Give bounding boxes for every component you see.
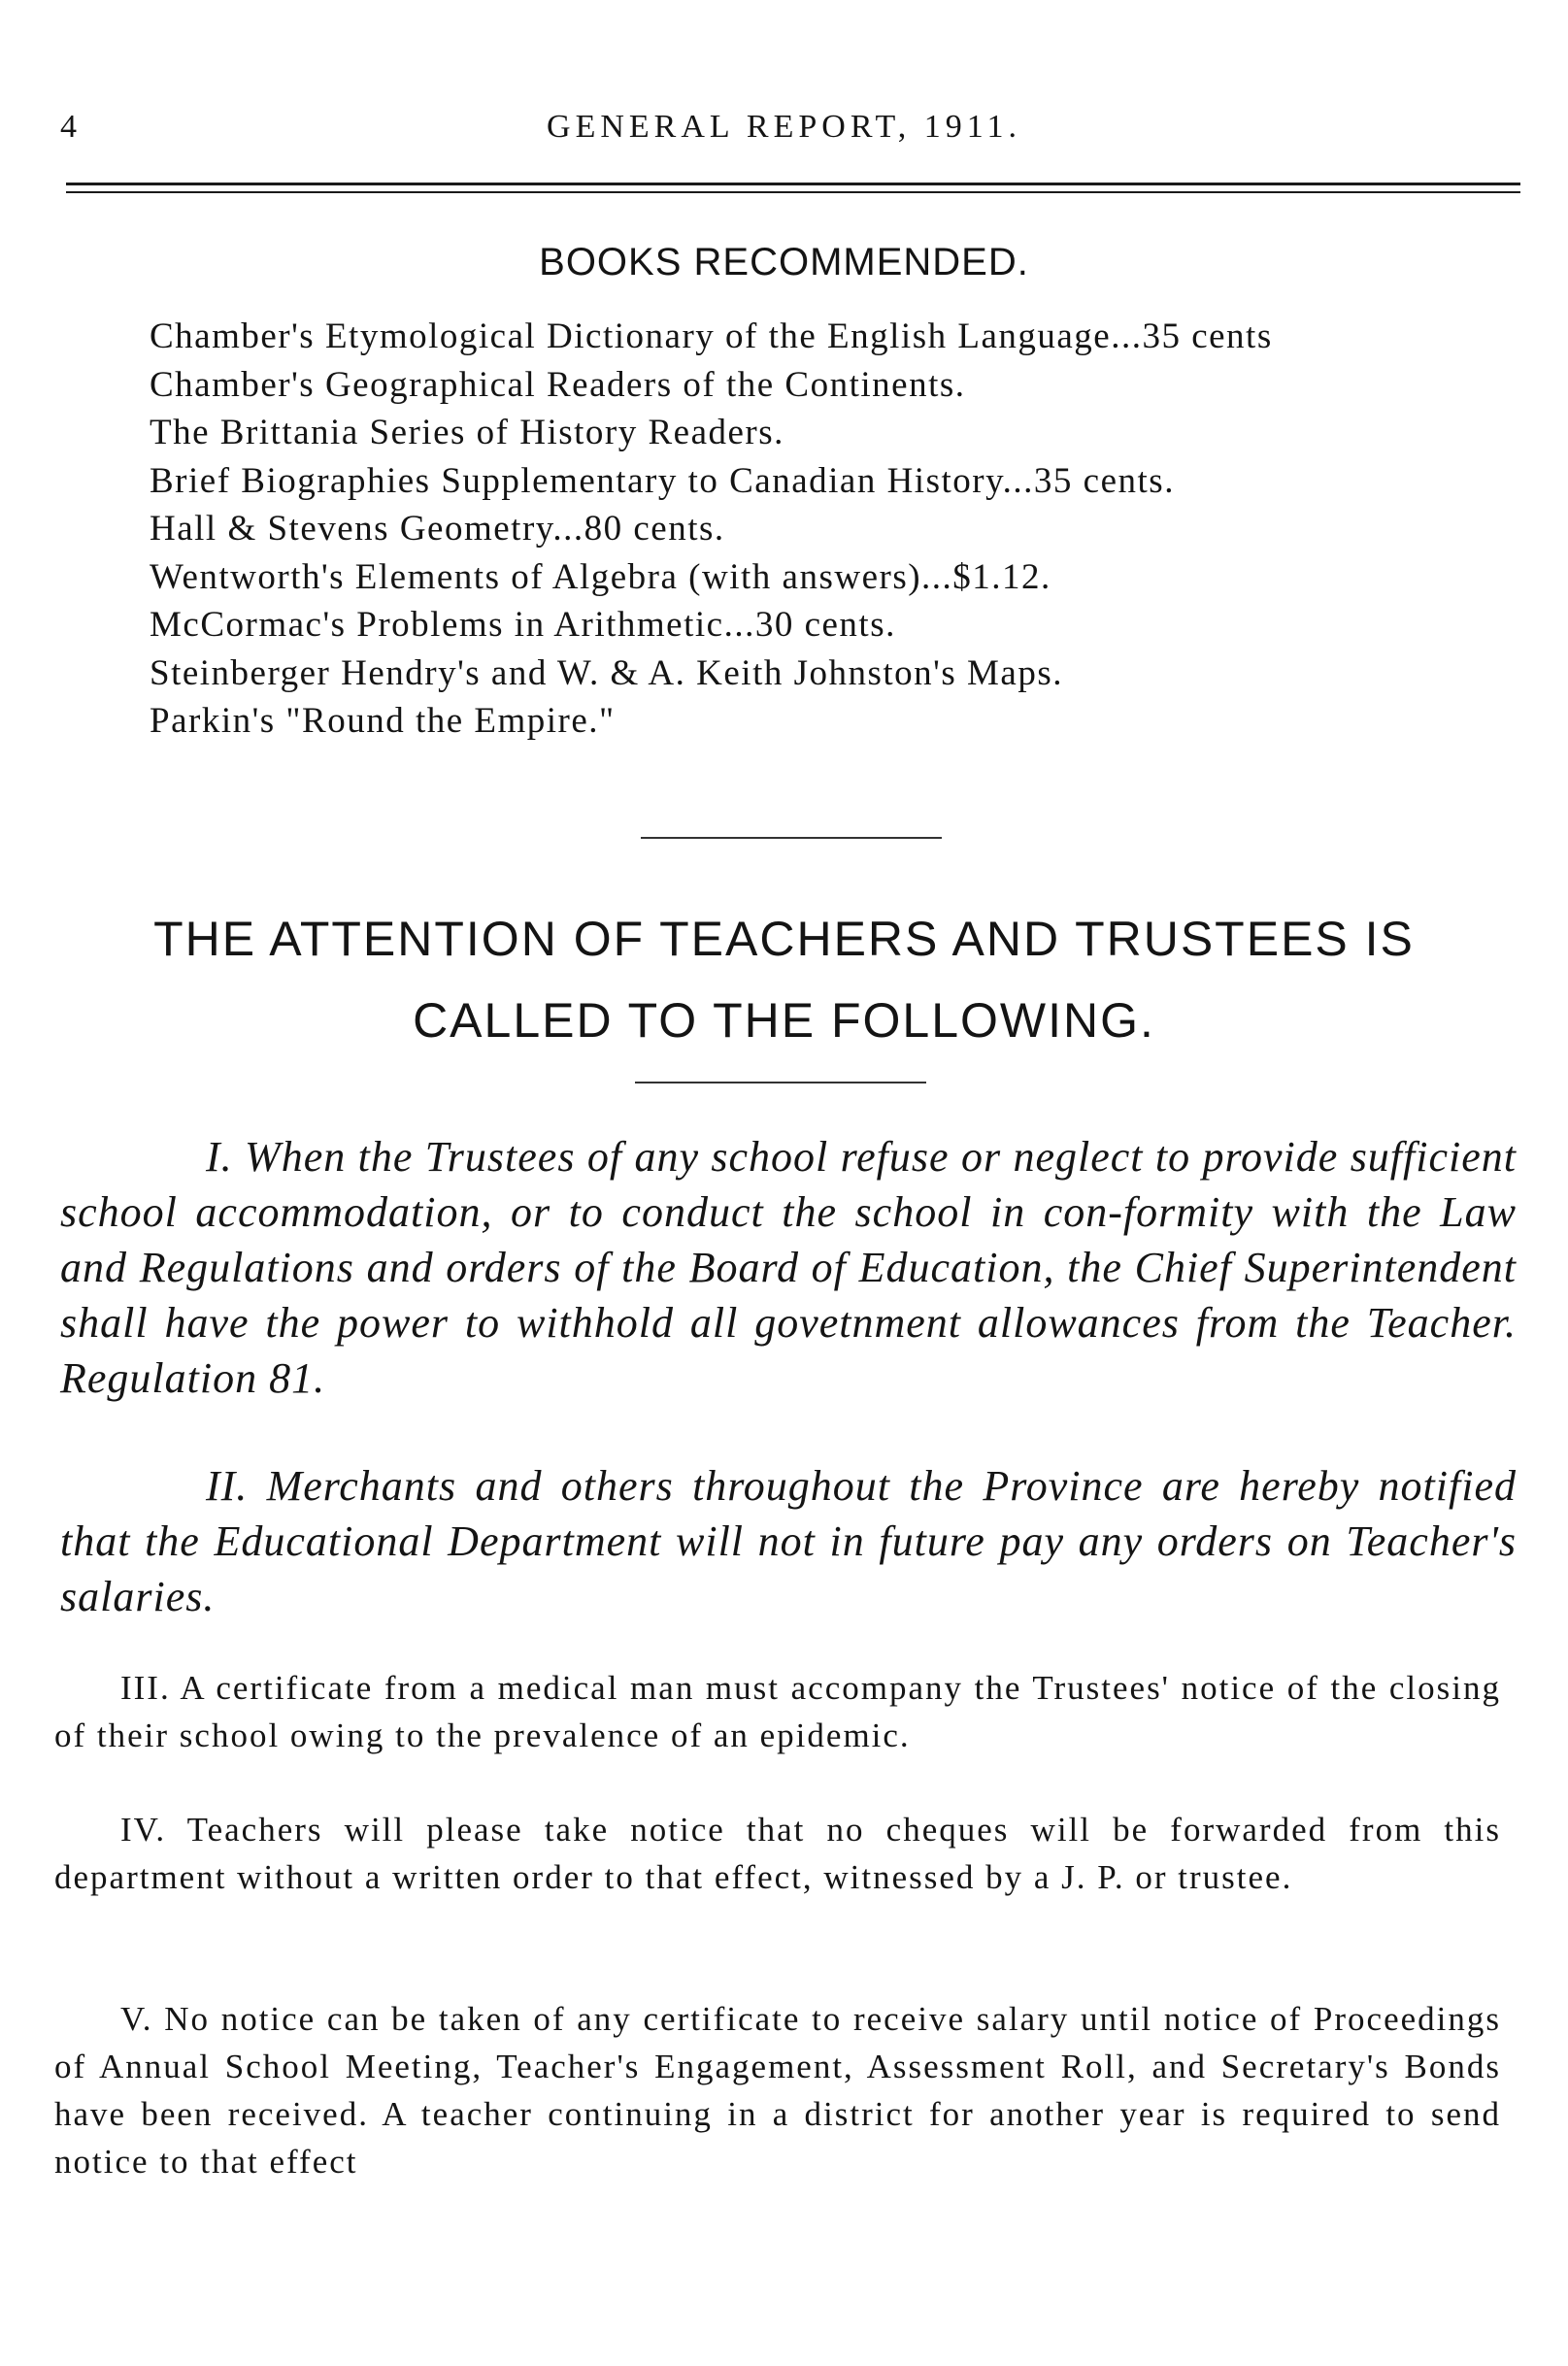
- notice-1: I. When the Trustees of any school refuse or neglect to provide sufficient school accommodation, or to conduct the school in con-formity with the Law and Regulations and orders of the Board of Education, the Chief Superintendent shall have the power to withhold all govetnment allowances from the Teacher. Regulation 81.: [60, 1133, 1517, 1402]
- header-rule-bottom: [66, 191, 1520, 193]
- books-heading: BOOKS RECOMMENDED.: [539, 241, 1029, 283]
- attention-heading: [49, 898, 1519, 1061]
- section-divider: [641, 837, 942, 839]
- book-item: Chamber's Etymological Dictionary of the English Language...35 cents: [150, 317, 1273, 356]
- running-header: [0, 109, 1568, 167]
- books-list: [150, 313, 1528, 746]
- book-item: Steinberger Hendry's and W. & A. Keith Johnston's Maps.: [150, 652, 1063, 693]
- header-double-rule: [66, 183, 1520, 196]
- notice-3: III. A certificate from a medical man must accompany the Trustees' notice of the closing of their school owing to the prevalence of an epidemic.: [54, 1669, 1501, 1754]
- header-title: GENERAL REPORT, 1911.: [547, 109, 1021, 145]
- header-rule-top: [66, 183, 1520, 185]
- book-item: The Brittania Series of History Readers.: [150, 413, 784, 452]
- book-item: Hall & Stevens Geometry...80 cents.: [150, 509, 725, 549]
- book-item: McCormac's Problems in Arithmetic...30 cents.: [150, 605, 896, 645]
- notice-2: II. Merchants and others throughout the Province are hereby notified that the Educational Department will not in future pay any orders on Teacher's salaries.: [60, 1462, 1517, 1620]
- book-item: Brief Biographies Supplementary to Canadian History...35 cents.: [150, 460, 1175, 501]
- attention-heading-line-2: CALLED TO THE FOLLOWING.: [413, 993, 1155, 1048]
- page-number: 4: [60, 109, 78, 145]
- attention-heading-line-1: THE ATTENTION OF TEACHERS AND TRUSTEES IS: [153, 912, 1415, 966]
- notice-4: IV. Teachers will please take notice that no cheques will be forwarded from this department without a written order to that effect, witnessed by a J. P. or trustee.: [54, 1811, 1501, 1896]
- book-item: Parkin's "Round the Empire.": [150, 701, 616, 741]
- book-item: Chamber's Geographical Readers of the Continents.: [150, 364, 966, 405]
- section-divider: [635, 1082, 926, 1083]
- book-item: Wentworth's Elements of Algebra (with answers)...$1.12.: [150, 556, 1051, 597]
- notice-5: V. No notice can be taken of any certificate to receive salary until notice of Proceedings of Annual School Meeting, Teacher's Engagement, Assessment Roll, and Secretary's Bonds have been received. A teacher continuing in a district for another year is required to send notice to that effect: [54, 2000, 1501, 2181]
